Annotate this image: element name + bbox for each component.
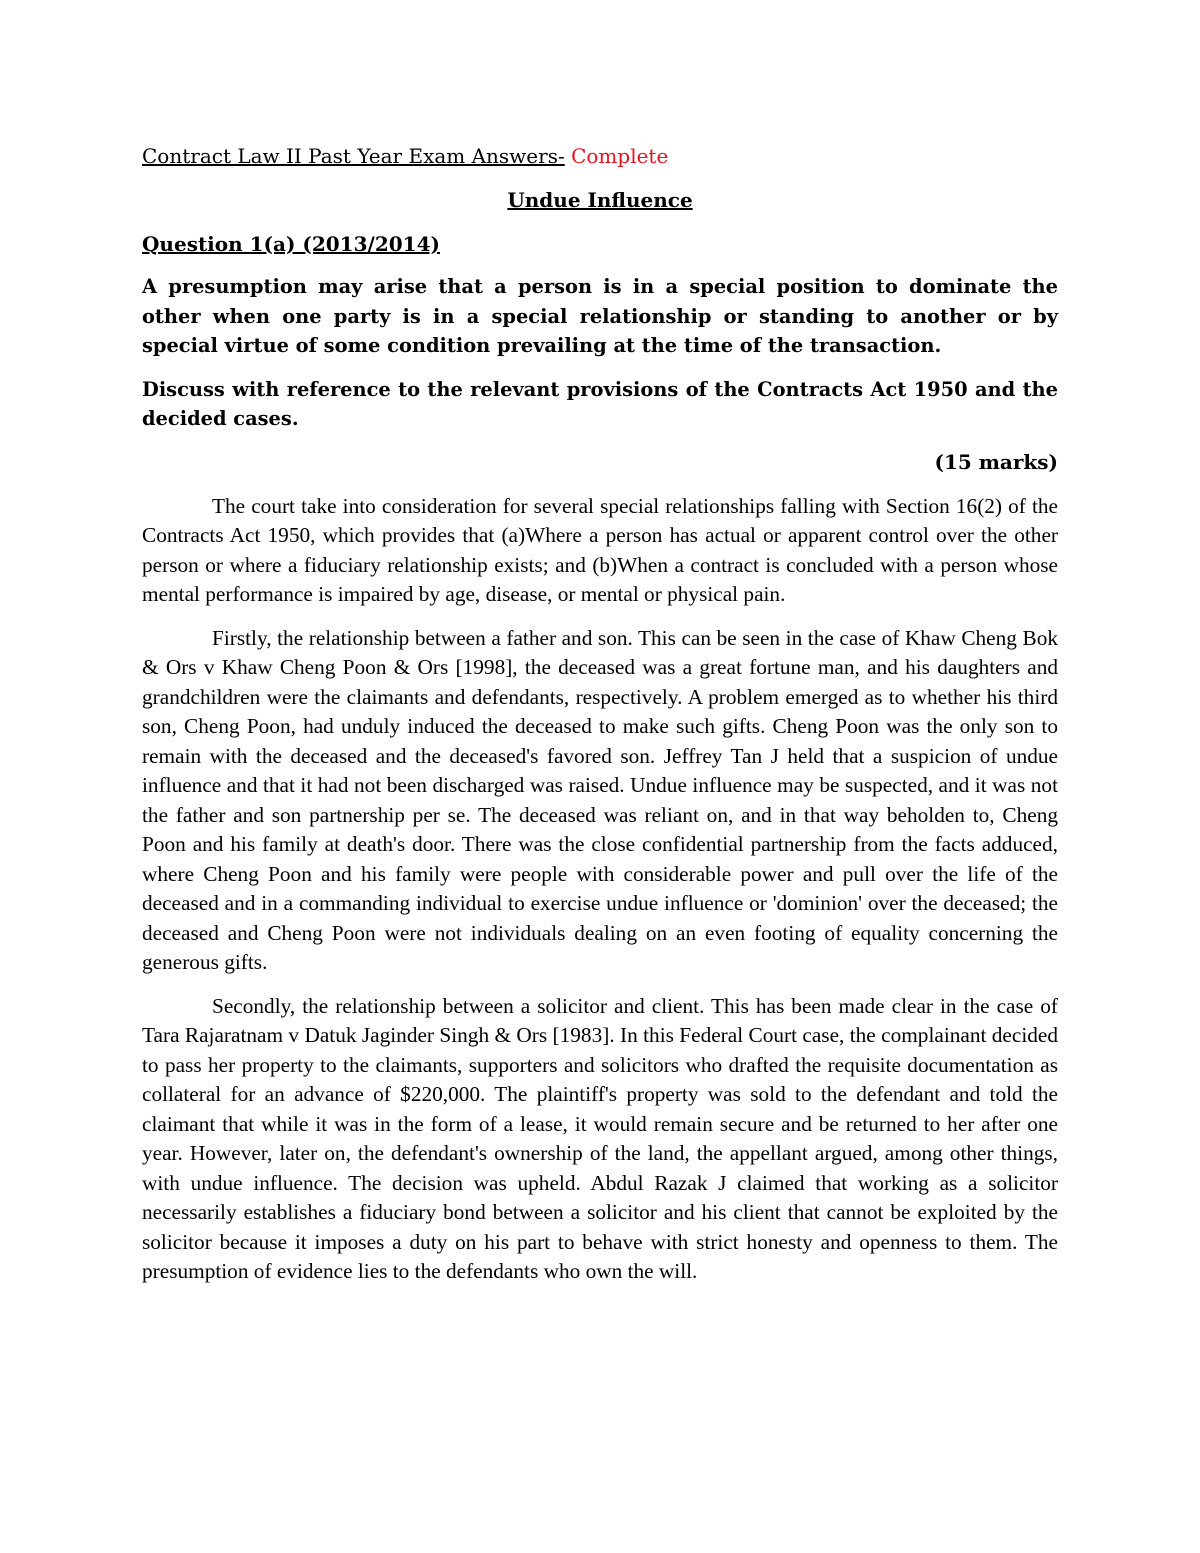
- document-content: [142, 142, 1058, 1301]
- question-label: Question 1(a) (2013/2014): [142, 232, 440, 256]
- document-title: [142, 142, 1058, 170]
- answer-paragraph-father-son: Firstly, the relationship between a father and son. This can be seen in the case of Khaw Cheng Bok & Ors v Khaw Cheng Poon & Ors [1998], the deceased was a great fortune man, and his daughters and grandchildren were the claimants and defendants, respectively. A problem emerged as to whether his third son, Cheng Poon, had unduly induced the deceased to make such gifts. Cheng Poon was the only son to remain with the deceased and the deceased's favored son. Jeffrey Tan J held that a suspicion of undue influence and that it had not been discharged was raised. Undue influence may be suspected, and it was not the father and son partnership per se. The deceased was reliant on, and in that way beholden to, Cheng Poon and his family at death's door. There was the close confidential partnership from the facts adduced, where Cheng Poon and his family were people with considerable power and pull over the life of the deceased and in a commanding individual to exercise undue influence or 'dominion' over the deceased; the deceased and Cheng Poon were not individuals dealing on an even footing of equality concerning the generous gifts.: [142, 625, 1058, 974]
- document-title-text: Contract Law II Past Year Exam Answers-: [142, 144, 565, 168]
- document-status-label: Complete: [571, 144, 669, 168]
- answer-paragraph-intro: The court take into consideration for several special relationships falling with Section 16(2) of the Contracts Act 1950, which provides that (a)Where a person has actual or apparent control over the other person or where a fiduciary relationship exists; and (b)When a contract is concluded with a person whose mental performance is impaired by age, disease, or mental or physical pain.: [142, 493, 1058, 606]
- marks-label: (15 marks): [934, 449, 1058, 474]
- question-statement: A presumption may arise that a person is in a special position to dominate the other when one party is in a special relationship or standing to another or by special virtue of some condition prevailing at the time of the transaction.: [142, 275, 1058, 357]
- section-heading: Undue Influence: [507, 188, 693, 212]
- question-instruction: Discuss with reference to the relevant provisions of the Contracts Act 1950 and the decided cases.: [142, 377, 1058, 430]
- answer-paragraph-solicitor-client: Secondly, the relationship between a solicitor and client. This has been made clear in the case of Tara Rajaratnam v Datuk Jaginder Singh & Ors [1983]. In this Federal Court case, the complainant decided to pass her property to the claimants, supporters and solicitors who drafted the requisite documentation as collateral for an advance of $220,000. The plaintiff's property was sold to the defendant and told the claimant that while it was in the form of a lease, it would remain secure and be returned to her after one year. However, later on, the defendant's ownership of the land, the appellant argued, among other things, with undue influence. The decision was upheld. Abdul Razak J claimed that working as a solicitor necessarily establishes a fiduciary bond between a solicitor and his client that cannot be exploited by the solicitor because it imposes a duty on his part to behave with strict honesty and openness to them. The presumption of evidence lies to the defendants who own the will.: [142, 993, 1058, 1283]
